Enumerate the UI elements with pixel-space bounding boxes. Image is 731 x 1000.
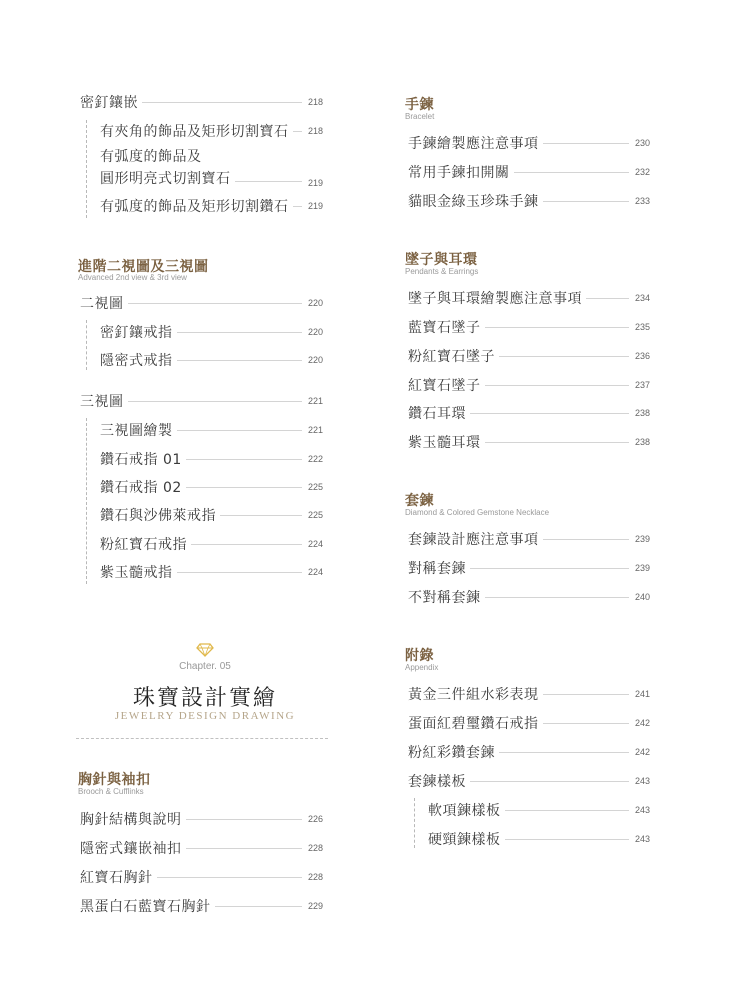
toc-entry[interactable] [408, 403, 653, 423]
toc-page: 220 [308, 355, 324, 365]
sub-divider [86, 320, 87, 370]
leader-line [470, 413, 629, 414]
toc-title: 鑽石戒指 01 [100, 452, 182, 468]
chapter-label: Chapter. 05 [179, 661, 231, 672]
section-title: 附錄 [405, 648, 434, 664]
leader-line [470, 568, 629, 569]
toc-sub-entry[interactable] [100, 449, 326, 469]
toc-sub-entry[interactable] [100, 562, 326, 582]
toc-title: 貓眼金綠玉珍珠手鍊 [408, 194, 539, 210]
sub-divider [86, 418, 87, 584]
section-subtitle: Appendix [405, 663, 439, 672]
toc-title: 硬頸鍊樣板 [428, 832, 501, 848]
toc-page: 243 [635, 776, 651, 786]
toc-sub-entry[interactable] [100, 146, 326, 190]
toc-title: 不對稱套鍊 [408, 590, 481, 606]
toc-title: 套鍊樣板 [408, 774, 466, 790]
toc-sub-entry[interactable] [100, 121, 326, 141]
toc-title: 藍寶石墜子 [408, 320, 481, 336]
toc-sub-entry[interactable] [428, 800, 653, 820]
leader-line [128, 401, 303, 402]
toc-page: 241 [635, 689, 651, 699]
leader-line [186, 459, 302, 460]
toc-entry[interactable] [408, 346, 653, 366]
toc-page: 224 [308, 567, 324, 577]
leader-line [293, 206, 303, 207]
toc-title: 三視圖繪製 [100, 423, 173, 439]
toc-entry[interactable] [408, 771, 653, 791]
section-subtitle: Pendants & Earrings [405, 267, 479, 276]
toc-title-line1: 有弧度的飾品及 [100, 149, 202, 165]
leader-line [157, 877, 303, 878]
toc-title: 隱密式戒指 [100, 353, 173, 369]
toc-page: 226 [308, 814, 324, 824]
toc-page: 240 [635, 592, 651, 602]
toc-title: 手鍊繪製應注意事項 [408, 136, 539, 152]
toc-title: 鑽石戒指 02 [100, 480, 182, 496]
toc-page: 238 [635, 408, 651, 418]
leader-line [505, 810, 630, 811]
chapter-divider [76, 738, 328, 739]
toc-page: 230 [635, 138, 651, 148]
toc-entry[interactable] [408, 529, 653, 549]
leader-line [485, 597, 630, 598]
leader-line [485, 442, 630, 443]
toc-sub-entry[interactable] [100, 477, 326, 497]
leader-line [514, 172, 630, 173]
leader-line [142, 102, 302, 103]
toc-entry[interactable] [408, 684, 653, 704]
sub-divider [86, 120, 87, 218]
toc-entry[interactable] [80, 92, 326, 112]
toc-sub-entry[interactable] [100, 350, 326, 370]
section-subtitle: Brooch & Cufflinks [78, 787, 144, 796]
toc-page: 221 [308, 425, 324, 435]
leader-line [177, 332, 303, 333]
leader-line [177, 360, 303, 361]
leader-line [220, 515, 302, 516]
section-subtitle: Advanced 2nd view & 3rd view [78, 273, 187, 282]
toc-title [100, 146, 231, 190]
chapter-english-title: JEWELRY DESIGN DRAWING [114, 710, 296, 722]
toc-title: 鑽石與沙佛萊戒指 [100, 508, 216, 524]
toc-page: 236 [635, 351, 651, 361]
toc-title: 蛋面紅碧璽鑽石戒指 [408, 716, 539, 732]
section-subtitle: Bracelet [405, 112, 435, 121]
leader-line [543, 539, 630, 540]
toc-entry[interactable] [408, 713, 653, 733]
toc-title-line2: 圓形明亮式切割寶石 [100, 171, 231, 187]
toc-title: 軟項鍊樣板 [428, 803, 501, 819]
toc-page: 228 [308, 843, 324, 853]
toc-page: 243 [635, 834, 651, 844]
leader-line [128, 303, 303, 304]
toc-entry[interactable] [80, 896, 326, 916]
toc-entry[interactable] [408, 288, 653, 308]
leader-line [470, 781, 629, 782]
toc-entry[interactable] [80, 838, 326, 858]
leader-line [543, 723, 630, 724]
toc-title: 胸針結構與說明 [80, 812, 182, 828]
toc-page: 235 [635, 322, 651, 332]
toc-title: 密釘鑲嵌 [80, 95, 138, 111]
toc-entry[interactable] [80, 293, 326, 313]
chapter-title: 珠寶設計實繪 [132, 686, 277, 711]
toc-sub-entry[interactable] [428, 829, 653, 849]
toc-entry[interactable] [408, 432, 653, 452]
leader-line [177, 572, 303, 573]
toc-title: 對稱套鍊 [408, 561, 466, 577]
toc-title: 三視圖 [80, 394, 124, 410]
toc-title: 常用手鍊扣開關 [408, 165, 510, 181]
toc-title: 黑蛋白石藍寶石胸針 [80, 899, 211, 915]
sub-divider [414, 798, 415, 848]
toc-page: 232 [635, 167, 651, 177]
toc-page: 243 [635, 805, 651, 815]
toc-page: 220 [308, 298, 324, 308]
toc-title: 粉紅寶石墜子 [408, 349, 495, 365]
leader-line [235, 181, 303, 182]
toc-entry[interactable] [80, 867, 326, 887]
toc-page: 242 [635, 718, 651, 728]
toc-page: 218 [308, 97, 324, 107]
toc-title: 有夾角的飾品及矩形切割寶石 [100, 124, 289, 140]
section-title: 進階二視圖及三視圖 [78, 259, 209, 275]
toc-page: 222 [308, 454, 324, 464]
toc-entry[interactable] [80, 809, 326, 829]
toc-title: 墜子與耳環繪製應注意事項 [408, 291, 582, 307]
toc-title: 鑽石耳環 [408, 406, 466, 422]
section-title: 墜子與耳環 [405, 252, 478, 268]
toc-page: 219 [308, 178, 324, 188]
toc-page: 239 [635, 563, 651, 573]
toc-title: 二視圖 [80, 296, 124, 312]
toc-page: 242 [635, 747, 651, 757]
toc-page: 225 [308, 510, 324, 520]
toc-title: 粉紅彩鑽套鍊 [408, 745, 495, 761]
toc-page: 238 [635, 437, 651, 447]
toc-page: 239 [635, 534, 651, 544]
toc-page: 218 [308, 126, 324, 136]
leader-line [191, 544, 302, 545]
toc-title: 黃金三件組水彩表現 [408, 687, 539, 703]
leader-line [186, 487, 302, 488]
toc-entry[interactable] [408, 191, 653, 211]
leader-line [505, 839, 630, 840]
toc-title: 紫玉髓戒指 [100, 565, 173, 581]
toc-page: 220 [308, 327, 324, 337]
section-title: 套鍊 [405, 493, 434, 509]
diamond-icon [196, 642, 214, 656]
toc-page: 234 [635, 293, 651, 303]
toc-page: 233 [635, 196, 651, 206]
toc-title: 密釘鑲戒指 [100, 325, 173, 341]
toc-title: 隱密式鑲嵌袖扣 [80, 841, 182, 857]
toc-title: 粉紅寶石戒指 [100, 537, 187, 553]
toc-entry[interactable] [408, 133, 653, 153]
toc-title: 紅寶石胸針 [80, 870, 153, 886]
toc-page: 237 [635, 380, 651, 390]
toc-title: 有弧度的飾品及矩形切割鑽石 [100, 199, 289, 215]
toc-page: 228 [308, 872, 324, 882]
toc-entry[interactable] [408, 162, 653, 182]
leader-line [499, 356, 629, 357]
toc-sub-entry[interactable] [100, 322, 326, 342]
toc-sub-entry[interactable] [100, 534, 326, 554]
toc-page: 224 [308, 539, 324, 549]
leader-line [543, 694, 630, 695]
section-title: 手鍊 [405, 97, 434, 113]
toc-page: 229 [308, 901, 324, 911]
toc-entry[interactable] [408, 558, 653, 578]
toc-entry[interactable] [80, 391, 326, 411]
toc-entry[interactable] [408, 317, 653, 337]
leader-line [177, 430, 303, 431]
toc-sub-entry[interactable] [100, 420, 326, 440]
leader-line [586, 298, 629, 299]
toc-title: 套鍊設計應注意事項 [408, 532, 539, 548]
toc-page: 225 [308, 482, 324, 492]
toc-page: 219 [308, 201, 324, 211]
toc-title: 紅寶石墜子 [408, 378, 481, 394]
section-title: 胸針與袖扣 [78, 772, 151, 788]
leader-line [499, 752, 629, 753]
toc-page: 221 [308, 396, 324, 406]
toc-title: 紫玉髓耳環 [408, 435, 481, 451]
toc-sub-entry[interactable] [100, 505, 326, 525]
section-subtitle: Diamond & Colored Gemstone Necklace [405, 508, 550, 517]
leader-line [485, 327, 630, 328]
leader-line [293, 131, 303, 132]
leader-line [543, 201, 630, 202]
toc-entry[interactable] [408, 587, 653, 607]
leader-line [186, 848, 303, 849]
leader-line [543, 143, 630, 144]
toc-entry[interactable] [408, 375, 653, 395]
toc-sub-entry[interactable] [100, 196, 326, 216]
leader-line [186, 819, 303, 820]
toc-entry[interactable] [408, 742, 653, 762]
leader-line [485, 385, 630, 386]
leader-line [215, 906, 303, 907]
